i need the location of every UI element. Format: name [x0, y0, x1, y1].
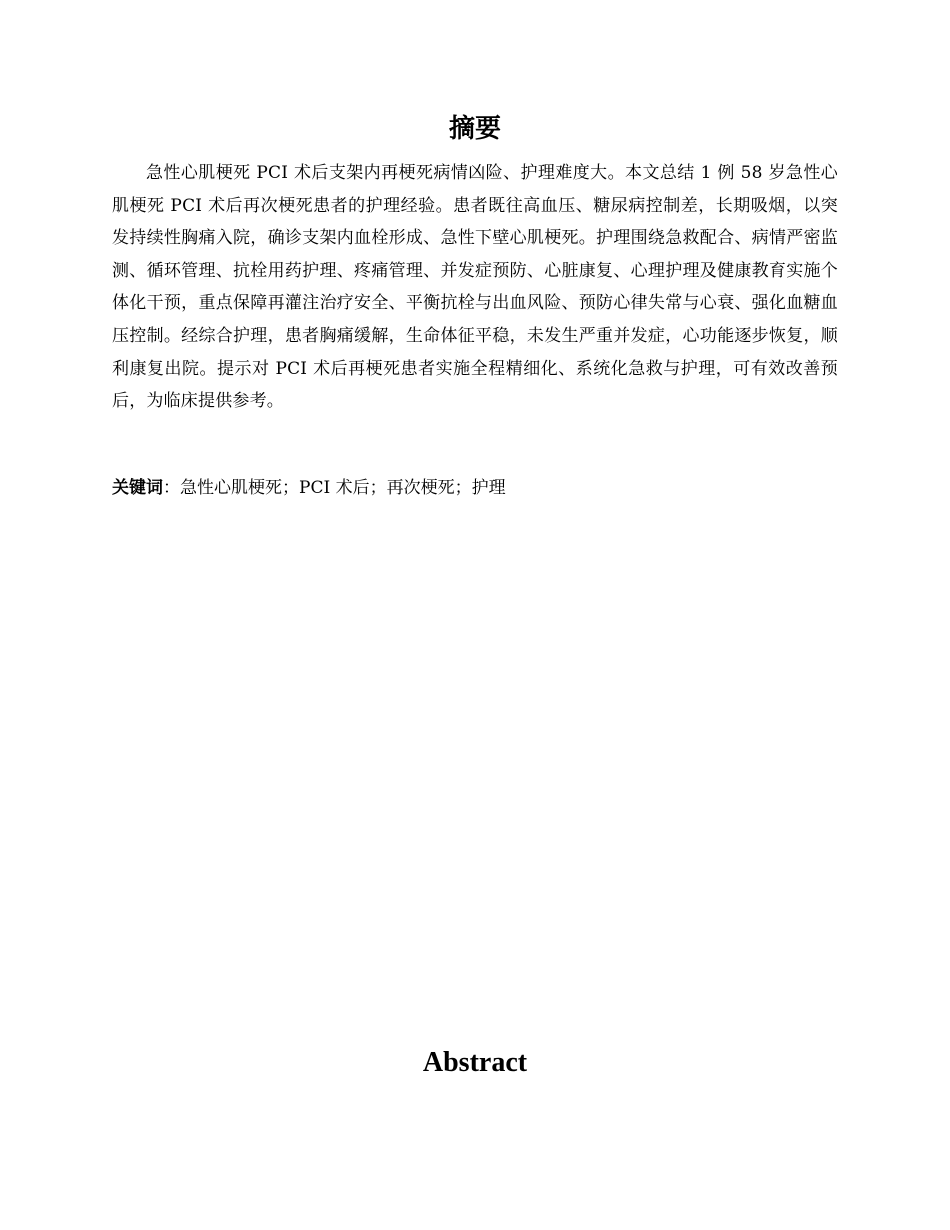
keywords-label: 关键词 — [112, 478, 163, 498]
chinese-abstract-body: 急性心肌梗死 PCI 术后支架内再梗死病情凶险、护理难度大。本文总结 1 例 58 岁急性心肌梗死 PCI 术后再次梗死患者的护理经验。患者既往高血压、糖尿病控制差，长期吸烟，以突发持续性胸痛入院，确诊支架内血栓形成、急性下壁心肌梗死。护理围绕急救配合、病情严密监测、循环管理、抗栓用药护理、疼痛管理、并发症预防、心脏康复、心理护理及健康教育实施个体化干预，重点保障再灌注治疗安全、平衡抗栓与出血风险、预防心律失常与心衰、强化血糖血压控制。经综合护理，患者胸痛缓解，生命体征平稳，未发生严重并发症，心功能逐步恢复，顺利康复出院。提示对 PCI 术后再梗死患者实施全程精细化、系统化急救与护理，可有效改善预后，为临床提供参考。 — [112, 163, 838, 412]
keywords-line — [112, 472, 838, 504]
chinese-abstract-title: 摘要 — [448, 114, 501, 144]
english-abstract-title: Abstract — [422, 1047, 528, 1078]
keywords-separator: ： — [163, 478, 180, 498]
keywords-values: 急性心肌梗死；PCI 术后；再次梗死；护理 — [180, 478, 506, 498]
